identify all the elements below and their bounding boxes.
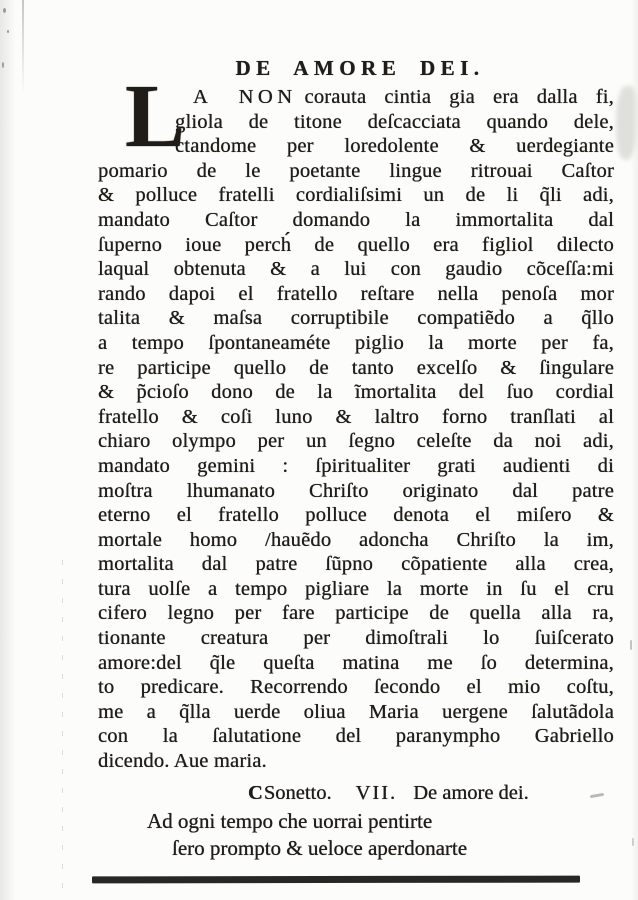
- opening-capitals: A NON: [193, 86, 297, 108]
- gutter-shadow: [0, 0, 16, 900]
- text-line: gliola de titone deſcacciata quando dele,: [175, 110, 614, 133]
- scan-speck: [630, 640, 632, 650]
- text-line: dicendo. Aue maria.: [98, 750, 267, 773]
- sonnet-title: Sonetto.: [263, 781, 332, 804]
- text-line: mandato gemini : ſpiritualiter grati audienti di: [98, 454, 614, 477]
- scan-speck: [7, 30, 9, 33]
- text-line: amore:del q̃le queſta matina me ſo determina,: [98, 651, 614, 674]
- text-line: re participe quello de tanto excelſo & ſingulare: [98, 356, 614, 379]
- scan-speck: [2, 62, 4, 68]
- text-line: mandato Caſtor domando la immortalita dal: [98, 208, 614, 231]
- text-line: a tempo ſpontaneaméte piglio la morte per fa,: [98, 331, 614, 354]
- paper-stain: [616, 86, 638, 160]
- sonnet-subject: De amore dei.: [413, 781, 529, 804]
- text-line: cifero legno per fare participe de quella alla ra,: [98, 602, 614, 625]
- text-line: tura uolſe a tempo pigliare la morte in ſu el cru: [98, 577, 614, 600]
- drop-cap-initial: L: [125, 67, 186, 166]
- text-line: & p̃cioſo dono de la ĩmortalita del ſuo cordial: [98, 381, 614, 404]
- capitulum-mark: C: [248, 781, 263, 804]
- text-line: con la ſalutatione del paranympho Gabriello: [98, 725, 614, 748]
- crease-line: [22, 0, 24, 96]
- text-line: ſuperno ioue perch́ de quello era figliol dilecto: [98, 233, 614, 256]
- scan-speck: [3, 8, 6, 13]
- sonnet-heading: [248, 780, 614, 806]
- text-line: moſtra lhumanato Chriſto originato dal patre: [98, 479, 614, 502]
- text-line: ctandome per loredolente & uerdegiante: [175, 135, 614, 158]
- text-line: tionante creatura per dimoſtrali lo ſuiſcerato: [98, 627, 614, 650]
- running-title: DE AMORE DEI.: [235, 56, 485, 80]
- text-line: fratello & coſi luno & laltro forno tranſlati al: [98, 405, 614, 428]
- text-line: me a q̃lla uerde oliua Maria uergene ſalutãdola: [98, 700, 614, 723]
- text-line: talita & maſsa corruptibile compatiẽdo a q̃llo: [98, 307, 614, 330]
- chain-line-mark: [62, 560, 63, 900]
- text-line: eterno el fratello polluce denota el miſero &: [98, 504, 614, 527]
- sonnet-number: VII.: [355, 781, 398, 804]
- opening-text: corauta cintia gia era dalla fi,: [304, 86, 615, 108]
- text-line: laqual obtenuta & a lui con gaudio cõceſſa:mi: [98, 258, 614, 281]
- sonnet-line: ſero prompto & ueloce aperdonarte: [172, 835, 468, 860]
- text-line: mortalita dal patre ſũpno cõpatiente alla crea,: [98, 553, 614, 576]
- page-edge-shadow: [631, 0, 638, 900]
- text-block: [98, 56, 614, 862]
- text-line: mortale homo /hauẽdo adoncha Chriſto la im,: [98, 528, 614, 551]
- scan-speck: [632, 838, 634, 846]
- text-line: [193, 85, 614, 110]
- text-line: rando dapoi el fratello reſtare nella penoſa mor: [98, 282, 614, 305]
- text-line: pomario de le poetante lingue ritrouai Caſtor: [98, 159, 614, 182]
- text-line: to predicare. Recorrendo ſecondo el mio coſtu,: [98, 676, 614, 699]
- scan-edge-bar: [92, 876, 580, 884]
- text-line: chiaro olympo per un ſegno celeſte da noi adi,: [98, 430, 614, 453]
- text-line: & polluce fratelli cordialiſsimi un de li q̃li adi,: [98, 184, 614, 207]
- sonnet-line: Ad ogni tempo che uorrai pentirte: [147, 808, 433, 833]
